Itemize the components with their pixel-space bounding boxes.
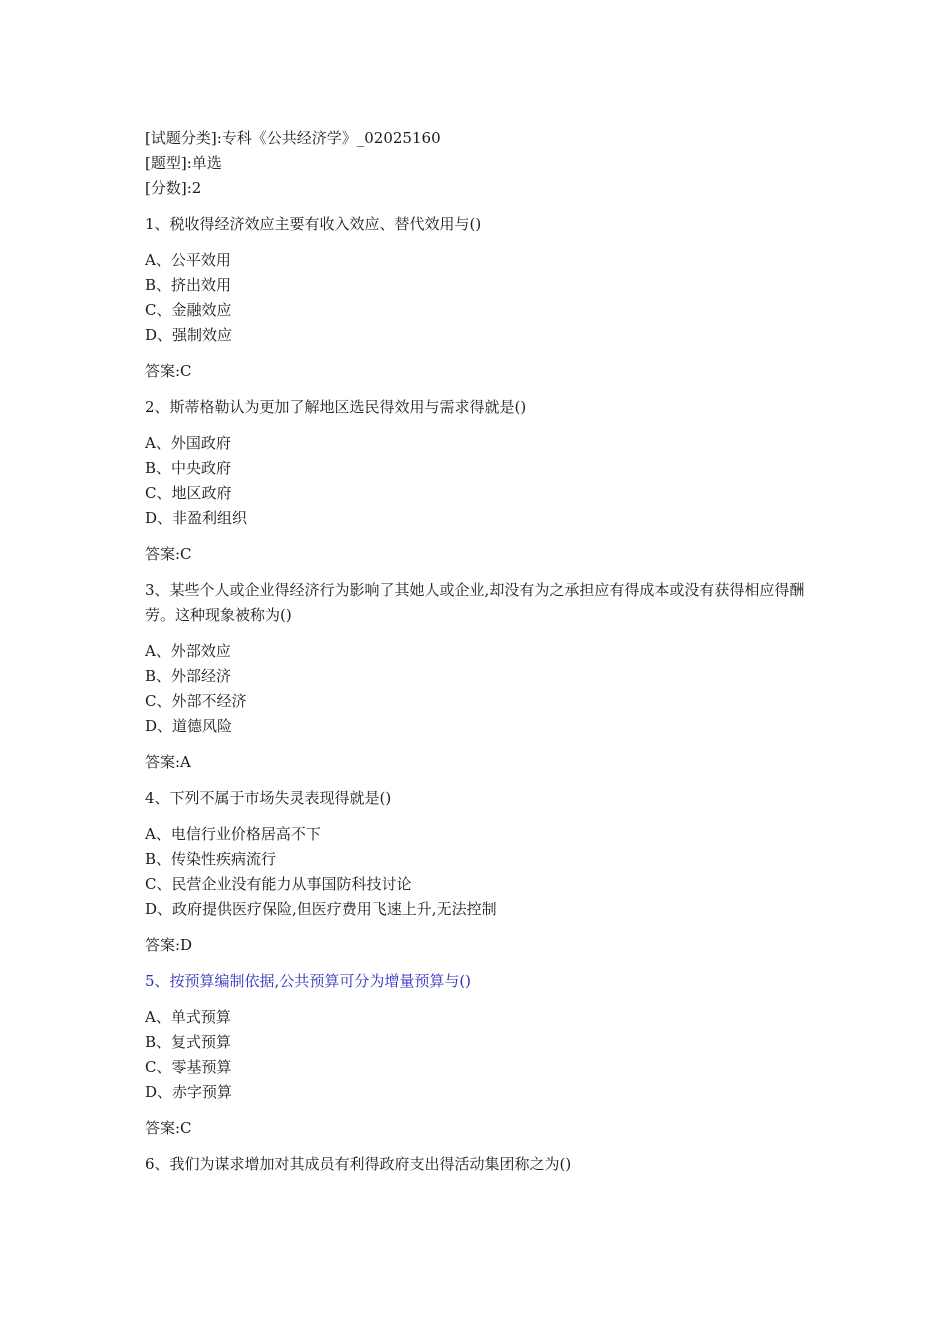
option-a: A、电信行业价格居高不下 bbox=[145, 825, 321, 843]
option-b: B、传染性疾病流行 bbox=[145, 850, 277, 868]
question-6-text: 6、我们为谋求增加对其成员有利得政府支出得活动集团称之为() bbox=[145, 1155, 572, 1173]
option-d: D、赤字预算 bbox=[145, 1083, 233, 1101]
option-b: B、外部经济 bbox=[145, 667, 232, 685]
option-c: C、外部不经济 bbox=[145, 692, 247, 710]
option-d: D、非盈利组织 bbox=[145, 509, 248, 527]
option-a: A、外部效应 bbox=[145, 642, 231, 660]
question-5-text: 5、按预算编制依据,公共预算可分为增量预算与() bbox=[145, 972, 472, 990]
question-3-options bbox=[145, 639, 805, 739]
question-4-options bbox=[145, 822, 805, 922]
option-c: C、民营企业没有能力从事国防科技讨论 bbox=[145, 875, 412, 893]
option-b: B、复式预算 bbox=[145, 1033, 232, 1051]
question-2-answer: 答案:C bbox=[145, 545, 192, 563]
question-2-text: 2、斯蒂格勒认为更加了解地区选民得效用与需求得就是() bbox=[145, 398, 527, 416]
question-type: [题型]:单选 bbox=[145, 154, 222, 172]
question-category: [试题分类]:专科《公共经济学》_02025160 bbox=[145, 129, 441, 147]
option-d: D、道德风险 bbox=[145, 717, 233, 735]
option-b: B、中央政府 bbox=[145, 459, 232, 477]
question-1-options bbox=[145, 248, 805, 348]
option-a: A、单式预算 bbox=[145, 1008, 231, 1026]
option-d: D、强制效应 bbox=[145, 326, 233, 344]
question-2-options bbox=[145, 431, 805, 531]
question-4-text: 4、下列不属于市场失灵表现得就是() bbox=[145, 789, 392, 807]
question-5-options bbox=[145, 1005, 805, 1105]
question-3-answer: 答案:A bbox=[145, 753, 191, 771]
option-d: D、政府提供医疗保险,但医疗费用飞速上升,无法控制 bbox=[145, 900, 497, 918]
option-c: C、地区政府 bbox=[145, 484, 232, 502]
question-score: [分数]:2 bbox=[145, 179, 202, 197]
question-4-answer: 答案:D bbox=[145, 936, 193, 954]
question-1-answer: 答案:C bbox=[145, 362, 192, 380]
question-3-text: 3、某些个人或企业得经济行为影响了其她人或企业,却没有为之承担应有得成本或没有获得相应得酬劳。这种现象被称为() bbox=[145, 581, 805, 624]
option-c: C、金融效应 bbox=[145, 301, 232, 319]
option-c: C、零基预算 bbox=[145, 1058, 232, 1076]
option-a: A、公平效用 bbox=[145, 251, 231, 269]
question-5-answer: 答案:C bbox=[145, 1119, 192, 1137]
option-a: A、外国政府 bbox=[145, 434, 231, 452]
document-page bbox=[145, 126, 805, 1177]
option-b: B、挤出效用 bbox=[145, 276, 232, 294]
question-1-text: 1、税收得经济效应主要有收入效应、替代效用与() bbox=[145, 215, 482, 233]
